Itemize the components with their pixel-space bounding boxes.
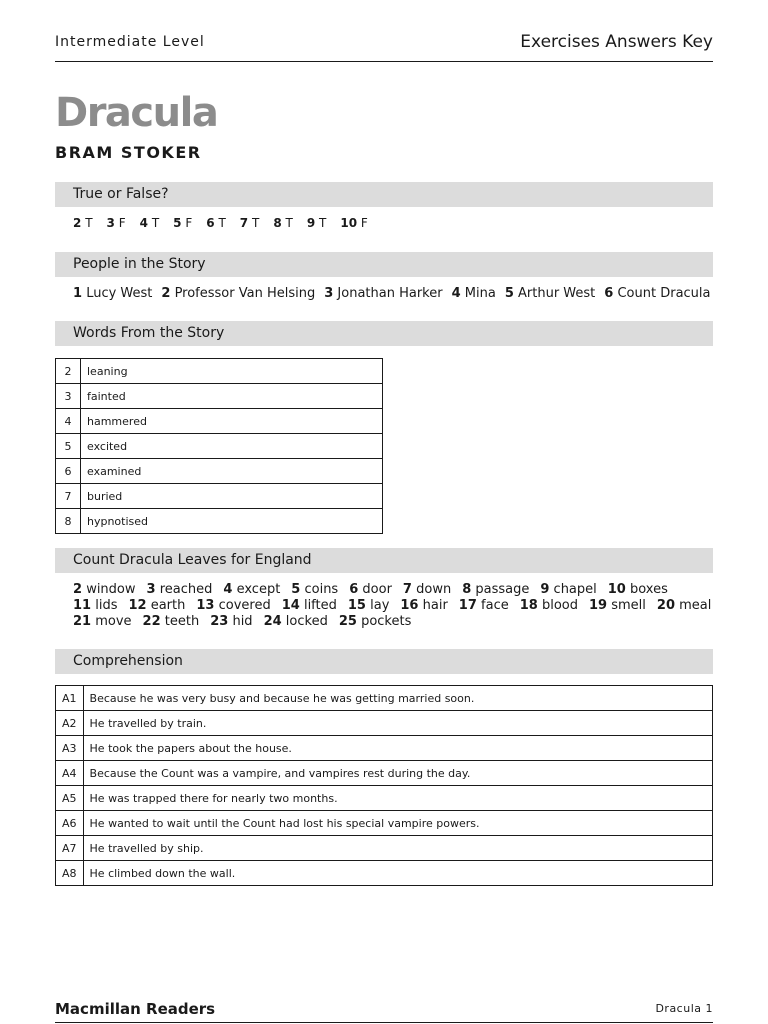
- answer-item: [73, 286, 152, 301]
- answer-value: chapel: [553, 582, 597, 597]
- section-people-heading: [55, 252, 713, 277]
- table-row: [56, 359, 383, 384]
- row-answer: Because the Count was a vampire, and vampires rest during the day.: [83, 761, 712, 786]
- answer-value: F: [118, 216, 126, 230]
- table-row: [56, 434, 383, 459]
- table-row: [56, 736, 713, 761]
- answer-line: [73, 598, 713, 614]
- answer-number: 7: [239, 216, 249, 230]
- answer-line: [73, 582, 713, 598]
- answer-item: [520, 598, 578, 613]
- answer-number: 8: [273, 216, 282, 230]
- answer-value: meal: [679, 598, 712, 613]
- answer-number: 6: [349, 582, 359, 597]
- answer-item: [210, 614, 252, 629]
- row-number: 2: [56, 359, 81, 384]
- answer-number: 23: [210, 614, 229, 629]
- answer-number: 8: [462, 582, 472, 597]
- row-number: 4: [56, 409, 81, 434]
- table-row: [56, 686, 713, 711]
- answer-item: [140, 216, 160, 230]
- answer-value: Professor Van Helsing: [174, 286, 316, 301]
- answer-number: 1: [73, 286, 83, 301]
- true-false-answers: [73, 216, 382, 231]
- answer-value: Count Dracula: [617, 286, 711, 301]
- answer-item: [147, 582, 213, 597]
- answer-item: [107, 216, 126, 230]
- answer-value: T: [285, 216, 293, 230]
- answer-value: smell: [611, 598, 646, 613]
- answer-value: T: [151, 216, 160, 230]
- answer-item: [282, 598, 337, 613]
- answer-number: 7: [402, 582, 412, 597]
- answer-value: blood: [541, 598, 578, 613]
- answer-item: [604, 286, 710, 301]
- answer-value: reached: [159, 582, 213, 597]
- answer-item: [264, 614, 328, 629]
- answer-value: pockets: [361, 614, 412, 629]
- answer-item: [143, 614, 200, 629]
- answer-value: lids: [95, 598, 118, 613]
- section-heading-text: Count Dracula Leaves for England: [73, 552, 312, 568]
- answer-number: 6: [206, 216, 215, 230]
- answer-value: T: [319, 216, 327, 230]
- answer-value: locked: [285, 614, 328, 629]
- answer-item: [403, 582, 451, 597]
- answer-item: [340, 216, 367, 230]
- answer-item: [348, 598, 390, 613]
- answer-item: [324, 286, 442, 301]
- row-answer: examined: [81, 459, 383, 484]
- answer-number: 24: [263, 614, 282, 629]
- answer-item: [339, 614, 412, 629]
- answer-value: T: [251, 216, 260, 230]
- row-answer: He travelled by train.: [83, 711, 712, 736]
- answer-value: boxes: [630, 582, 668, 597]
- level-label: Intermediate Level: [55, 34, 205, 50]
- answer-item: [349, 582, 392, 597]
- answer-number: 3: [106, 216, 115, 230]
- answer-value: except: [236, 582, 281, 597]
- answer-value: down: [416, 582, 452, 597]
- answer-item: [608, 582, 668, 597]
- answer-number: 20: [656, 598, 675, 613]
- answer-item: [173, 216, 192, 230]
- answer-number: 5: [504, 286, 514, 301]
- page-footer: [55, 998, 713, 1023]
- table-row: [56, 409, 383, 434]
- section-heading-text: Comprehension: [73, 653, 183, 669]
- section-words-heading: [55, 321, 713, 346]
- answer-value: hair: [422, 598, 448, 613]
- row-answer: He wanted to wait until the Count had lost his special vampire powers.: [83, 811, 712, 836]
- answer-item: [240, 216, 260, 230]
- answer-item: [273, 216, 293, 230]
- answer-number: 10: [340, 216, 358, 230]
- answer-value: face: [481, 598, 509, 613]
- answer-number: 2: [73, 582, 83, 597]
- section-count-heading: [55, 548, 713, 573]
- answer-item: [657, 598, 711, 613]
- row-answer: He travelled by ship.: [83, 836, 712, 861]
- answer-number: 22: [142, 614, 161, 629]
- answer-item: [73, 582, 136, 597]
- answer-number: 14: [281, 598, 300, 613]
- answer-item: [505, 286, 595, 301]
- section-heading-text: Words From the Story: [73, 325, 225, 341]
- answer-number: 25: [338, 614, 357, 629]
- answer-value: Jonathan Harker: [337, 286, 443, 301]
- answer-number: 15: [347, 598, 366, 613]
- answer-number: 5: [173, 216, 182, 230]
- answer-value: hid: [232, 614, 253, 629]
- answer-value: Lucy West: [86, 286, 153, 301]
- answer-number: 10: [607, 582, 626, 597]
- answer-number: 5: [291, 582, 301, 597]
- answer-number: 21: [73, 614, 92, 629]
- answer-item: [452, 286, 496, 301]
- row-number: A3: [56, 736, 84, 761]
- answer-value: window: [86, 582, 136, 597]
- row-answer: leaning: [81, 359, 383, 384]
- table-row: [56, 861, 713, 886]
- answer-number: 2: [161, 286, 171, 301]
- answer-number: 9: [306, 216, 316, 230]
- row-number: A2: [56, 711, 84, 736]
- answer-item: [589, 598, 646, 613]
- row-number: 7: [56, 484, 81, 509]
- answer-value: covered: [218, 598, 271, 613]
- section-comprehension-heading: [55, 649, 713, 674]
- row-number: A8: [56, 861, 84, 886]
- table-row: [56, 384, 383, 409]
- words-table: [55, 358, 383, 534]
- row-number: 8: [56, 509, 81, 534]
- row-number: A5: [56, 786, 84, 811]
- answer-value: Mina: [464, 286, 496, 301]
- row-answer: He climbed down the wall.: [83, 861, 712, 886]
- table-row: [56, 711, 713, 736]
- section-true-false-heading: [55, 182, 713, 207]
- answer-number: 19: [589, 598, 608, 613]
- row-number: 3: [56, 384, 81, 409]
- answer-item: [291, 582, 338, 597]
- row-answer: buried: [81, 484, 383, 509]
- book-author: BRAM STOKER: [55, 143, 202, 162]
- page-header: [55, 30, 713, 62]
- row-answer: Because he was very busy and because he was getting married soon.: [83, 686, 712, 711]
- answer-value: teeth: [164, 614, 200, 629]
- row-number: A4: [56, 761, 84, 786]
- answer-number: 4: [451, 286, 461, 301]
- answer-item: [161, 286, 315, 301]
- answer-item: [73, 614, 132, 629]
- answer-line: [73, 614, 713, 630]
- table-row: [56, 484, 383, 509]
- answer-value: T: [85, 216, 93, 230]
- row-answer: hypnotised: [81, 509, 383, 534]
- answers-key-title: Exercises Answers Key: [520, 32, 713, 52]
- row-number: A6: [56, 811, 84, 836]
- answer-item: [73, 216, 93, 230]
- publisher-label: Macmillan Readers: [55, 1000, 216, 1018]
- answer-number: 6: [604, 286, 614, 301]
- comprehension-table: [55, 685, 713, 886]
- page-number-label: Dracula 1: [655, 1002, 713, 1015]
- answer-number: 18: [519, 598, 538, 613]
- answer-value: coins: [304, 582, 339, 597]
- answer-value: lay: [370, 598, 390, 613]
- answer-item: [73, 598, 117, 613]
- table-row: [56, 509, 383, 534]
- row-answer: fainted: [81, 384, 383, 409]
- row-number: 6: [56, 459, 81, 484]
- answer-value: F: [360, 216, 368, 230]
- answer-value: F: [185, 216, 193, 230]
- answer-number: 4: [223, 582, 233, 597]
- answer-number: 13: [196, 598, 215, 613]
- answer-item: [206, 216, 226, 230]
- answer-number: 4: [139, 216, 148, 230]
- answer-value: T: [218, 216, 226, 230]
- answer-number: 3: [324, 286, 334, 301]
- table-row: [56, 786, 713, 811]
- book-title: Dracula: [55, 90, 218, 136]
- answer-item: [307, 216, 327, 230]
- answer-item: [459, 598, 509, 613]
- people-answers: [73, 286, 720, 301]
- answer-item: [223, 582, 280, 597]
- answer-number: 2: [73, 216, 82, 230]
- answer-item: [462, 582, 529, 597]
- answer-number: 9: [540, 582, 550, 597]
- answer-value: Arthur West: [518, 286, 596, 301]
- table-row: [56, 811, 713, 836]
- answer-value: passage: [475, 582, 530, 597]
- answer-value: earth: [150, 598, 186, 613]
- answer-item: [128, 598, 185, 613]
- section-heading-text: People in the Story: [73, 256, 206, 272]
- answer-number: 12: [128, 598, 147, 613]
- section-heading-text: True or False?: [73, 186, 169, 202]
- answer-item: [400, 598, 447, 613]
- table-row: [56, 761, 713, 786]
- row-number: A1: [56, 686, 84, 711]
- answer-number: 11: [73, 598, 92, 613]
- row-answer: He took the papers about the house.: [83, 736, 712, 761]
- row-number: A7: [56, 836, 84, 861]
- table-row: [56, 459, 383, 484]
- answer-number: 17: [458, 598, 477, 613]
- answer-item: [540, 582, 596, 597]
- answer-value: move: [95, 614, 132, 629]
- row-answer: hammered: [81, 409, 383, 434]
- answer-item: [196, 598, 270, 613]
- row-answer: He was trapped there for nearly two months.: [83, 786, 712, 811]
- count-answers: [73, 582, 713, 630]
- answer-number: 16: [400, 598, 419, 613]
- answer-value: door: [362, 582, 392, 597]
- table-row: [56, 836, 713, 861]
- answer-value: lifted: [303, 598, 337, 613]
- row-answer: excited: [81, 434, 383, 459]
- row-number: 5: [56, 434, 81, 459]
- answer-key-page: [55, 0, 713, 1024]
- answer-number: 3: [146, 582, 156, 597]
